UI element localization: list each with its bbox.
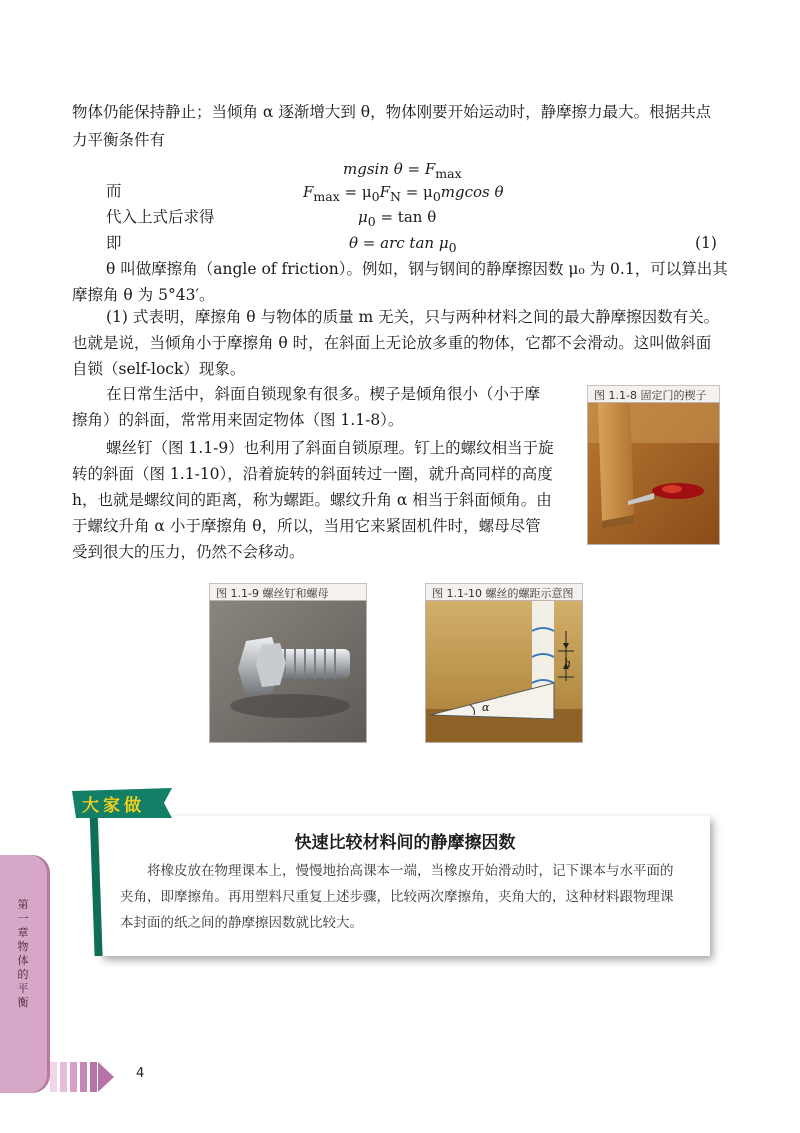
- paragraph-1-line-1: 物体仍能保持静止；当倾角 α 逐渐增大到 θ，物体刚要开始运动时，静摩擦力最大。根据共点: [72, 103, 712, 121]
- equation-2: $F_{max} = \mu_0F_N = \mu_0mgcos$ θ: [303, 183, 504, 204]
- chapter-label: 第一章 物体的平衡: [17, 898, 29, 1009]
- paragraph-5-line-2: 转的斜面（图 1.1-10），沿着旋转的斜面转过一圈，就升高同样的高度: [72, 465, 553, 483]
- paragraph-5-line-5: 受到很大的压力，仍然不会移动。: [72, 543, 305, 561]
- activity-title: 快速比较材料间的静摩擦因数: [294, 833, 516, 853]
- activity-line-1: 将橡皮放在物理课本上，慢慢地抬高课本一端，当橡皮开始滑动时，记下课本与水平面的: [147, 863, 674, 879]
- activity-body: [120, 858, 695, 936]
- paragraph-3-line-2: 也就是说，当倾角小于摩擦角 θ 时，在斜面上无论放多重的物体，它都不会滑动。这叫做斜面: [72, 334, 712, 352]
- equation-3: $\mu_0 = \tan \theta$: [358, 208, 437, 229]
- figure-10-image: [425, 600, 583, 743]
- label-er: 而: [106, 182, 122, 200]
- figure-8-image: [587, 402, 720, 545]
- paragraph-3-line-3: 自锁（self-lock）现象。: [72, 360, 246, 378]
- figure-9-image: [209, 600, 367, 743]
- equation-number: (1): [695, 234, 717, 252]
- figure-9-caption: 图 1.1-9 螺丝钉和螺母: [209, 583, 367, 604]
- paragraph-2-line-1: θ 叫做摩擦角（angle of friction）。例如，钢与钢间的静摩擦因数 μ₀ 为 0.1，可以算出其: [106, 260, 728, 278]
- paragraph-1-line-2: 力平衡条件有: [72, 131, 166, 149]
- paragraph-5-line-3: h，也就是螺纹间的距离，称为螺距。螺纹升角 α 相当于斜面倾角。由: [72, 491, 552, 509]
- activity-line-2: 夹角，即摩擦角。再用塑料尺重复上述步骤，比较两次摩擦角，夹角大的，这种材料跟物理课: [120, 889, 674, 905]
- label-substitute: 代入上式后求得: [106, 208, 215, 226]
- figure-8-caption: 图 1.1-8 固定门的楔子: [587, 385, 720, 406]
- activity-line-3: 本封面的纸之间的静摩擦因数就比较大。: [120, 915, 363, 931]
- paragraph-5-line-1: 螺丝钉（图 1.1-9）也利用了斜面自锁原理。钉上的螺纹相当于旋: [106, 439, 554, 457]
- arrow-right-icon: [98, 1062, 114, 1092]
- equation-4: θ = arc $\tan \mu_0$: [349, 234, 457, 255]
- label-alpha: α: [482, 701, 490, 714]
- paragraph-3-line-1: (1) 式表明，摩擦角 θ 与物体的质量 m 无关，只与两种材料之间的最大静摩擦因数有关。: [106, 308, 720, 326]
- paragraph-4-line-1: 在日常生活中，斜面自锁现象有很多。楔子是倾角很小（小于摩: [106, 385, 541, 403]
- activity-tag: 大家做: [82, 796, 145, 816]
- paragraph-5-line-4: 于螺纹升角 α 小于摩擦角 θ，所以，当用它来紧固机件时，螺母尽管: [72, 517, 541, 535]
- equation-1: mgsin $\theta = F_{max}$: [343, 160, 462, 181]
- figure-10-caption: 图 1.1-10 螺丝的螺距示意图: [425, 583, 583, 604]
- paragraph-2-line-2: 摩擦角 θ 为 5°43′。: [72, 286, 215, 304]
- paragraph-4-line-2: 擦角）的斜面，常常用来固定物体（图 1.1-8）。: [72, 411, 404, 429]
- label-ji: 即: [106, 234, 122, 252]
- bolt-and-nut-illustration: [210, 601, 367, 743]
- door-wedge-illustration: [588, 403, 720, 545]
- label-h: h: [564, 657, 572, 670]
- thread-pitch-diagram: [426, 601, 583, 743]
- page-number: 4: [136, 1066, 145, 1081]
